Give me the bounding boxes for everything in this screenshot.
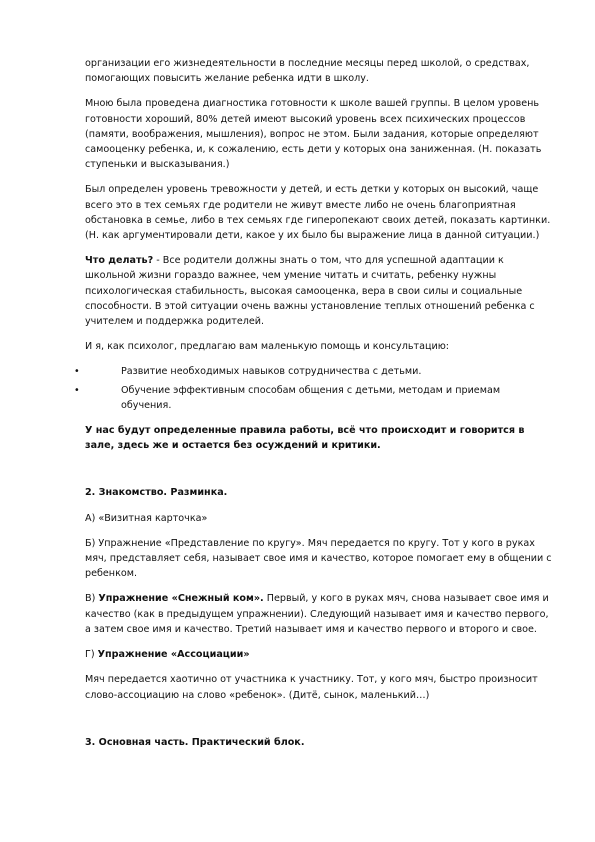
bullet-mark: • <box>74 366 80 378</box>
bullet-mark: • <box>74 384 80 396</box>
list-item <box>74 364 553 379</box>
item-a-paragraph: А) «Визитная карточка» <box>85 512 208 524</box>
list-item <box>74 383 553 413</box>
help-list <box>74 364 553 413</box>
item-v-prefix: В) <box>85 593 99 605</box>
rules-paragraph: У нас будут определенные правила работы, всё что происходит и говорится в зале, здесь же и остается без осуждений и критики. <box>85 425 525 452</box>
associations-paragraph: Мяч передается хаотично от участника к участнику. Тот, у кого мяч, быстро произносит слово-ассоциацию на слово «ребенок». (Дитё, сынок, маленький…) <box>85 674 538 701</box>
what-to-do-text: - Все родители должны знать о том, что для успешной адаптации к школьной жизни гораздо важнее, чем умение читать и считать, ребенку нужны психологическая стабильность, высокая самооценка, вера в свои силы и социальные способности. В этой ситуации очень важны установление теплых отношений ребенка с учителем и поддержка родителей. <box>85 255 535 328</box>
section-3-heading: 3. Основная часть. Практический блок. <box>85 736 305 748</box>
item-v-text: Первый, у кого в руках мяч, снова называет свое имя и качество (как в предыдущем упражнении). Следующий называет имя и качество первого, а затем свое имя и качество. Третий называет имя и качество первого и второго и свое. <box>85 593 549 635</box>
list-item-text: Развитие необходимых навыков сотрудничества с детьми. <box>121 366 422 378</box>
intro-paragraph: организации его жизнедеятельности в последние месяцы перед школой, о средствах, помогающих повысить желание ребенка идти в школу. <box>85 58 530 85</box>
item-g-prefix: Г) <box>85 649 98 661</box>
document-body <box>74 56 553 760</box>
offer-paragraph: И я, как психолог, предлагаю вам маленькую помощь и консультацию: <box>85 341 450 353</box>
item-v-label: Упражнение «Снежный ком». <box>98 593 264 605</box>
item-g-label: Упражнение «Ассоциации» <box>97 649 250 661</box>
item-b-paragraph: Б) Упражнение «Представление по кругу». Мяч передается по кругу. Тот у кого в руках мяч, представляет себя, называет свое имя и качество, которое помогает ему в общении с ребенком. <box>85 537 552 580</box>
anxiety-paragraph: Был определен уровень тревожности у детей, и есть детки у которых он высокий, чаще всего это в тех семьях где родители не живут вместе либо не очень благоприятная обстановка в семье, либо в тех семьях где гиперопекают своих детей, показать картинки. (Н. как аргументировали дети, какое у их было бы выражение лица в данной ситуации.) <box>85 184 551 242</box>
what-to-do-label: Что делать? <box>85 255 154 267</box>
section-2-heading: 2. Знакомство. Разминка. <box>85 487 228 499</box>
item-v-paragraph <box>85 591 553 637</box>
diagnostics-paragraph: Мною была проведена диагностика готовности к школе вашей группы. В целом уровень готовности хороший, 80% детей имеют высокий уровень всех психических процессов (памяти, воображения, мышления), вопрос не этом. Были задания, которые определяют самооценку ребенка, и, к сожалению, есть дети у которых она заниженная. (Н. показать ступеньки и высказывания.) <box>85 98 542 171</box>
item-g-paragraph <box>85 647 553 662</box>
spacer <box>85 713 553 735</box>
what-to-do-paragraph <box>85 253 553 329</box>
list-item-text: Обучение эффективным способам общения с детьми, методам и приемам обучения. <box>121 384 501 411</box>
spacer <box>85 463 553 485</box>
